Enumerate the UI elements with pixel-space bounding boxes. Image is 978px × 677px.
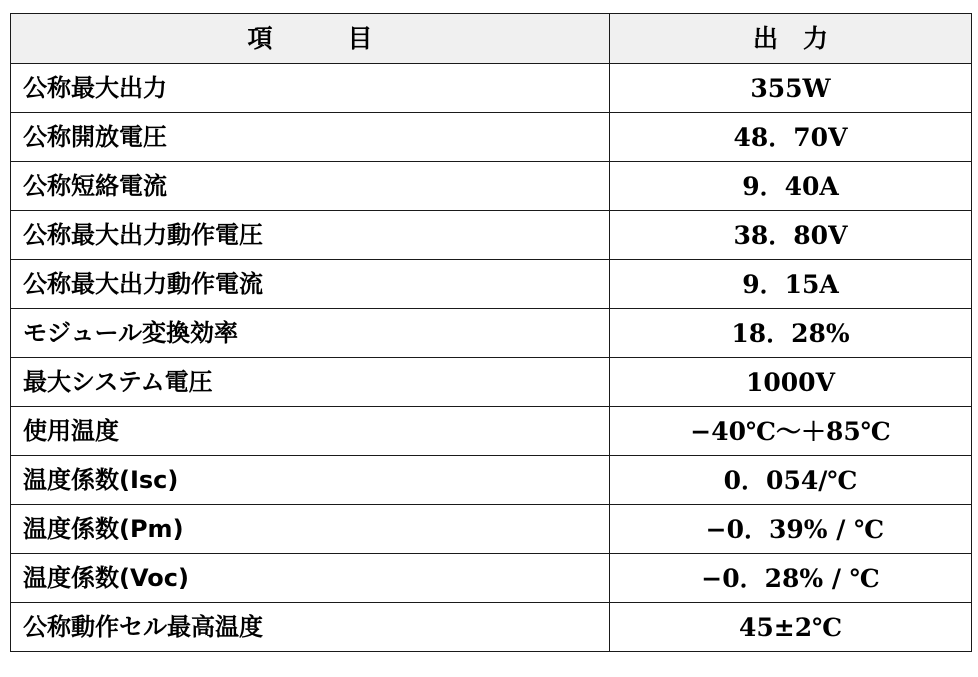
spec-table bbox=[10, 13, 972, 652]
row-item-label: 温度係数(Voc) bbox=[11, 554, 610, 603]
row-item-label: 公称開放電圧 bbox=[11, 113, 610, 162]
row-item-label: 使用温度 bbox=[11, 407, 610, 456]
row-item-label: 温度係数(Isc) bbox=[11, 456, 610, 505]
row-output-value: 0．054/℃ bbox=[610, 456, 972, 505]
row-output-value: 355W bbox=[610, 64, 972, 113]
row-output-value: 9．40A bbox=[610, 162, 972, 211]
table-row bbox=[11, 456, 972, 505]
table-row bbox=[11, 505, 972, 554]
table-row bbox=[11, 554, 972, 603]
row-item-label: 公称短絡電流 bbox=[11, 162, 610, 211]
table-row bbox=[11, 309, 972, 358]
table-row bbox=[11, 211, 972, 260]
row-output-value: −0．28% / ℃ bbox=[610, 554, 972, 603]
row-output-value: 45±2℃ bbox=[610, 603, 972, 652]
header-item: 項 目 bbox=[11, 14, 610, 64]
table-row bbox=[11, 64, 972, 113]
row-output-value: −0．39% / ℃ bbox=[610, 505, 972, 554]
row-output-value: 38．80V bbox=[610, 211, 972, 260]
table-row bbox=[11, 603, 972, 652]
table-row bbox=[11, 113, 972, 162]
row-output-value: 9．15A bbox=[610, 260, 972, 309]
table-row bbox=[11, 407, 972, 456]
table-row bbox=[11, 162, 972, 211]
row-output-value: 48．70V bbox=[610, 113, 972, 162]
row-item-label: 温度係数(Pm) bbox=[11, 505, 610, 554]
row-output-value: 1000V bbox=[610, 358, 972, 407]
table-row bbox=[11, 358, 972, 407]
row-output-value: 18．28% bbox=[610, 309, 972, 358]
header-output: 出 力 bbox=[610, 14, 972, 64]
row-item-label: 公称動作セル最高温度 bbox=[11, 603, 610, 652]
row-item-label: 公称最大出力動作電圧 bbox=[11, 211, 610, 260]
row-item-label: 公称最大出力動作電流 bbox=[11, 260, 610, 309]
table-header-row bbox=[11, 14, 972, 64]
row-item-label: 公称最大出力 bbox=[11, 64, 610, 113]
row-item-label: 最大システム電圧 bbox=[11, 358, 610, 407]
row-output-value: −40℃～＋85℃ bbox=[610, 407, 972, 456]
table-row bbox=[11, 260, 972, 309]
row-item-label: モジュール変換効率 bbox=[11, 309, 610, 358]
